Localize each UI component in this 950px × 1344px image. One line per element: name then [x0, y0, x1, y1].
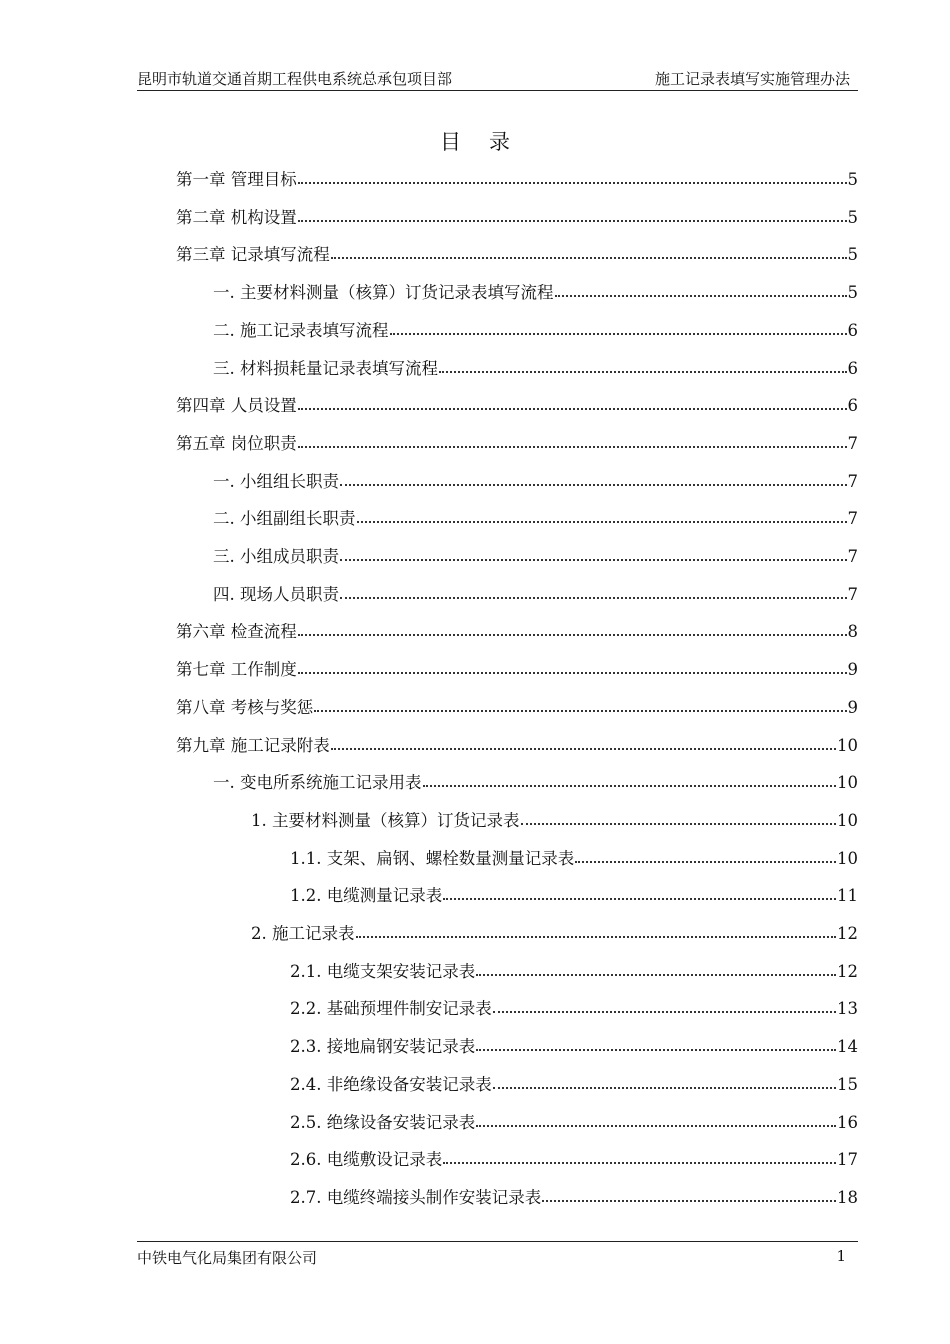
toc-entry[interactable]	[176, 732, 858, 756]
toc-entry-page: 7	[847, 547, 858, 566]
toc-entry-label: 四. 现场人员职责	[213, 584, 339, 604]
toc-entry[interactable]	[176, 241, 858, 265]
toc-entry-page: 9	[847, 697, 858, 717]
toc-entry[interactable]	[290, 1146, 858, 1170]
toc-dot-leader	[423, 771, 837, 787]
toc-entry[interactable]	[176, 204, 858, 228]
header-project-name: 昆明市轨道交通首期工程供电系统总承包项目部	[137, 70, 453, 88]
toc-entry-label: 2.4. 非绝缘设备安装记录表	[290, 1074, 492, 1094]
toc-entry-label: 第六章 检查流程	[176, 622, 297, 642]
toc-entry-page: 12	[837, 961, 858, 981]
toc-entry-label: 第二章 机构设置	[176, 207, 297, 227]
toc-entry[interactable]	[213, 279, 858, 303]
toc-entry-label: 第三章 记录填写流程	[176, 245, 330, 265]
toc-entry[interactable]	[290, 1033, 858, 1057]
toc-entry[interactable]	[176, 656, 858, 680]
toc-entry[interactable]	[290, 845, 858, 869]
toc-dot-leader	[575, 847, 836, 863]
toc-entry[interactable]	[290, 1184, 858, 1208]
footer-company-name: 中铁电气化局集团有限公司	[137, 1249, 318, 1267]
toc-entry-label: 第四章 人员设置	[176, 396, 297, 416]
toc-dot-leader	[298, 168, 847, 184]
toc-dot-leader	[476, 1035, 836, 1051]
toc-dot-leader	[476, 1111, 836, 1127]
toc-dot-leader	[298, 658, 847, 674]
toc-entry[interactable]	[176, 392, 858, 416]
toc-entry-page: 10	[837, 773, 858, 793]
page-header	[137, 68, 858, 91]
toc-entry-label: 2.2. 基础预埋件制安记录表	[290, 999, 492, 1019]
toc-entry[interactable]	[176, 618, 858, 642]
toc-dot-leader	[340, 470, 847, 486]
toc-entry-label: 2.7. 电缆终端接头制作安装记录表	[290, 1187, 542, 1207]
toc-entry-label: 三. 材料损耗量记录表填写流程	[213, 358, 438, 378]
toc-entry-label: 第一章 管理目标	[176, 170, 297, 189]
toc-entry-label: 2.1. 电缆支架安装记录表	[290, 961, 476, 981]
page-footer	[137, 1241, 858, 1268]
toc-dot-leader	[356, 922, 837, 938]
toc-dot-leader	[390, 319, 847, 335]
toc-entry-page: 14	[837, 1037, 858, 1057]
toc-dot-leader	[493, 1073, 836, 1089]
toc-entry-page: 17	[837, 1150, 858, 1170]
toc-dot-leader	[298, 206, 847, 222]
toc-dot-leader	[298, 394, 847, 410]
toc-entry-label: 一. 主要材料测量（核算）订货记录表填写流程	[213, 283, 554, 303]
toc-entry[interactable]	[251, 807, 858, 831]
toc-entry-page: 7	[847, 509, 858, 529]
toc-entry-page: 15	[837, 1074, 858, 1094]
toc-entry-label: 1.2. 电缆测量记录表	[290, 886, 443, 906]
toc-entry-label: 1.1. 支架、扁钢、螺栓数量测量记录表	[290, 848, 575, 868]
toc-entry-label: 1. 主要材料测量（核算）订货记录表	[251, 810, 520, 830]
toc-entry[interactable]	[176, 430, 858, 454]
toc-entry[interactable]	[213, 543, 858, 567]
toc-entry[interactable]	[290, 958, 858, 982]
toc-entry-page: 10	[837, 810, 858, 830]
toc-dot-leader	[443, 1148, 836, 1164]
footer-page-number: 1	[836, 1247, 846, 1265]
toc-entry-label: 2.6. 电缆敷设记录表	[290, 1150, 443, 1170]
toc-entry-page: 7	[847, 584, 858, 604]
toc-entry-label: 一. 小组组长职责	[213, 471, 339, 491]
toc-entry-page: 5	[847, 245, 858, 265]
toc-entry-label: 2.3. 接地扁钢安装记录表	[290, 1037, 476, 1057]
toc-dot-leader	[493, 997, 836, 1013]
toc-entry-page: 8	[847, 622, 858, 642]
toc-dot-leader	[298, 432, 847, 448]
toc-entry-page: 11	[837, 886, 858, 906]
toc-dot-leader	[331, 243, 847, 259]
toc-entry[interactable]	[213, 355, 858, 379]
toc-dot-leader	[542, 1186, 836, 1202]
toc-dot-leader	[357, 507, 847, 523]
toc-entry[interactable]	[213, 468, 858, 492]
toc-dot-leader	[314, 696, 846, 712]
toc-entry-page: 6	[847, 320, 858, 340]
toc-entry-page: 5	[847, 283, 858, 303]
toc-entry-label: 第九章 施工记录附表	[176, 735, 330, 755]
toc-entry-page: 7	[847, 471, 858, 491]
toc-entry-label: 第八章 考核与奖惩	[176, 697, 314, 717]
toc-dot-leader	[476, 960, 836, 976]
toc-dot-leader	[340, 545, 847, 561]
toc-entry-page: 6	[847, 358, 858, 378]
toc-entry-page: 5	[847, 170, 858, 189]
toc-entry-page: 9	[847, 660, 858, 680]
toc-entry[interactable]	[176, 694, 858, 718]
toc-entry-label: 三. 小组成员职责	[213, 547, 339, 566]
toc-entry[interactable]	[213, 581, 858, 605]
toc-entry[interactable]	[290, 1071, 858, 1095]
toc-entry-page: 5	[847, 207, 858, 227]
toc-dot-leader	[331, 734, 836, 750]
toc-dot-leader	[340, 583, 847, 599]
toc-entry[interactable]	[213, 505, 858, 529]
header-document-title: 施工记录表填写实施管理办法	[654, 70, 850, 88]
toc-entry-label: 第五章 岗位职责	[176, 433, 297, 453]
toc-entry[interactable]	[290, 1109, 858, 1133]
toc-entry[interactable]	[213, 317, 858, 341]
toc-dot-leader	[443, 884, 836, 900]
toc-entry-label: 二. 小组副组长职责	[213, 509, 356, 529]
toc-entry[interactable]	[290, 995, 858, 1019]
toc-entry-label: 2. 施工记录表	[251, 924, 355, 943]
toc-entry-page: 7	[847, 433, 858, 453]
toc-dot-leader	[521, 809, 837, 825]
toc-entry-page: 12	[837, 924, 858, 943]
toc-title: 目录	[440, 130, 538, 154]
toc-entry-page: 18	[837, 1187, 858, 1207]
toc-entry-page: 10	[837, 735, 858, 755]
toc-entry-page: 6	[847, 396, 858, 416]
toc-dot-leader	[555, 281, 847, 297]
toc-dot-leader	[298, 620, 847, 636]
toc-entry-label: 第七章 工作制度	[176, 660, 297, 680]
toc-entry-label: 一. 变电所系统施工记录用表	[213, 773, 422, 793]
toc-entry-page: 16	[837, 1112, 858, 1132]
toc-dot-leader	[439, 357, 847, 373]
toc-entry[interactable]	[251, 920, 858, 944]
toc-entry[interactable]	[290, 882, 858, 906]
toc-entry-label: 2.5. 绝缘设备安装记录表	[290, 1112, 476, 1132]
toc-entry[interactable]	[213, 769, 858, 793]
toc-entry-page: 13	[837, 999, 858, 1019]
toc-entry-label: 二. 施工记录表填写流程	[213, 320, 389, 340]
toc-entry-page: 10	[837, 848, 858, 868]
toc-entry[interactable]	[176, 166, 858, 190]
